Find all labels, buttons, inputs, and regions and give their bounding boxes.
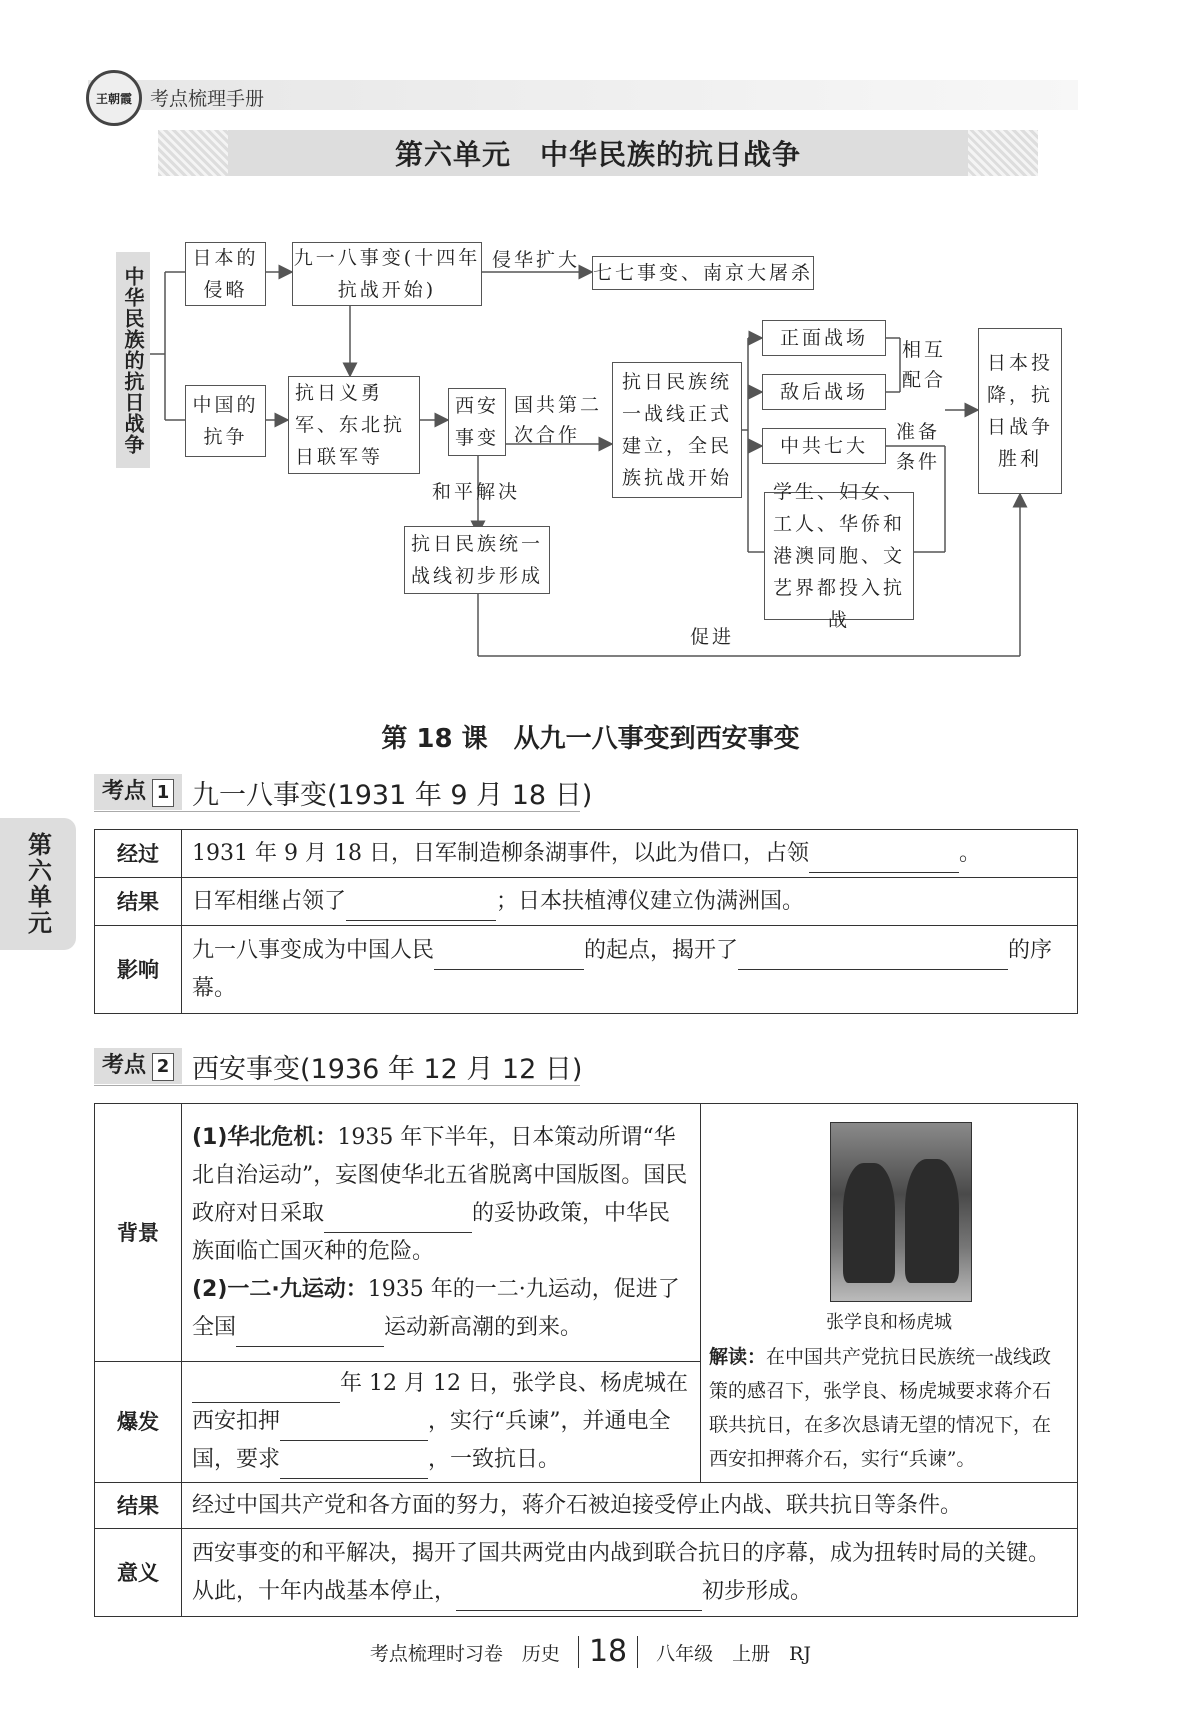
diagram-root: 中华民族的抗日战争 [116, 252, 150, 468]
answer-blank[interactable] [456, 1582, 702, 1611]
row-content: 西安事变的和平解决，揭开了国共两党由内战到联合抗日的序幕，成为扭转时局的关键。从此，十年内战基本停止， 初步形成。 [182, 1529, 1078, 1617]
answer-blank[interactable] [236, 1318, 384, 1347]
node-united-front-formal: 抗日民族统一战线正式建立，全民族抗战开始 [612, 362, 742, 498]
node-incident-918: 九一八事变(十四年抗战开始) [292, 242, 482, 306]
table-row [95, 830, 1078, 878]
page-number: 18 [578, 1636, 638, 1668]
table-row [95, 1483, 1078, 1529]
node-incident-77: 七七事变、南京大屠杀 [592, 256, 814, 290]
answer-blank[interactable] [324, 1204, 472, 1233]
analysis-note: 解读：在中国共产党抗日民族统一战线政策的感召下，张学良、杨虎城要求蒋介石联共抗日，在多次恳请无望的情况下，在西安扣押蒋介石，实行“兵谏”。 [709, 1346, 1052, 1470]
node-united-front-initial: 抗日民族统一战线初步形成 [404, 526, 550, 594]
kaodian-2-underline [94, 1085, 580, 1086]
row-content: 1931 年 9 月 18 日，日军制造柳条湖事件，以此为借口，占领 。 [182, 830, 1078, 878]
row-head: 爆发 [95, 1362, 182, 1483]
row-content: 年 12 月 12 日，张学良、杨虎城在西安扣押 ，实行“兵谏”，并通电全国，要求 ，一致抗日。 [182, 1362, 701, 1483]
answer-blank[interactable] [809, 844, 959, 873]
kaodian-label: 考点 [102, 779, 147, 804]
footer-right: 八年级 上册 RJ [656, 1642, 812, 1665]
kaodian-2-tag [94, 1048, 182, 1084]
node-masses: 学生、妇女、工人、华侨和港澳同胞、文艺界都投入抗战 [764, 492, 914, 620]
table-row [95, 926, 1078, 1014]
node-rear: 敌后战场 [762, 374, 886, 410]
answer-blank[interactable] [192, 1374, 340, 1403]
table-row [95, 878, 1078, 926]
unit-title: 第六单元 中华民族的抗日战争 [394, 138, 801, 171]
kaodian-number: 1 [152, 779, 174, 807]
table-row [95, 1529, 1078, 1617]
person-right [905, 1159, 959, 1283]
row-head: 背景 [95, 1104, 182, 1362]
kaodian-1-underline [94, 811, 580, 812]
answer-blank[interactable] [738, 941, 1008, 970]
row-content: 九一八事变成为中国人民 的起点，揭开了 的序幕。 [182, 926, 1078, 1014]
row-head: 影响 [95, 926, 182, 1014]
photo-caption: 张学良和杨虎城 [826, 1312, 952, 1333]
kaodian-number: 2 [152, 1053, 174, 1081]
label-expand: 侵华扩大 [492, 249, 581, 271]
row-head: 经过 [95, 830, 182, 878]
footer-left: 考点梳理时习卷 历史 [369, 1642, 560, 1665]
historical-photo [830, 1122, 972, 1302]
label-second-coop: 国共第二次合作 [514, 394, 603, 446]
node-volunteer: 抗日义勇军、东北抗日联军等 [288, 376, 420, 474]
row-content: (1)华北危机：1935 年下半年，日本策动所谓“华北自治运动”，妄图使华北五省脱离中国版图。国民政府对日采取 的妥协政策，中华民族面临亡国灭种的危险。 (2)一二·九运动：1935 年的一二·九运动，促进了全国 运动新高潮的到来。 [182, 1104, 701, 1362]
header-title: 考点梳理手册 [150, 88, 265, 110]
node-invasion: 日本的侵略 [185, 242, 266, 306]
label-peaceful: 和平解决 [432, 481, 521, 503]
node-cpc7: 中共七大 [762, 428, 886, 464]
label-promote: 促进 [690, 626, 735, 648]
label-prepare: 准备条件 [896, 421, 941, 473]
answer-blank[interactable] [434, 941, 584, 970]
answer-blank[interactable] [280, 1412, 428, 1441]
answer-blank[interactable] [346, 892, 496, 921]
node-xian: 西安事变 [448, 388, 506, 456]
node-victory: 日本投降，抗日战争胜利 [978, 328, 1062, 494]
person-left [843, 1163, 895, 1283]
page-footer [0, 1636, 1181, 1668]
row-head: 意义 [95, 1529, 182, 1617]
row-head: 结果 [95, 878, 182, 926]
kaodian-2-title: 西安事变(1936 年 12 月 12 日) [192, 1054, 583, 1085]
kaodian-1-title: 九一八事变(1931 年 9 月 18 日) [192, 780, 593, 811]
row-content: 日军相继占领了 ；日本扶植溥仪建立伪满洲国。 [182, 878, 1078, 926]
row-head: 结果 [95, 1483, 182, 1529]
kd1-table [94, 829, 1078, 1014]
label-cooperate: 相互配合 [902, 339, 947, 391]
unit-side-tab: 第六单元 [0, 818, 76, 950]
row-content: 经过中国共产党和各方面的努力，蒋介石被迫接受停止内战、联共抗日等条件。 [182, 1483, 1078, 1529]
kaodian-1-tag [94, 774, 182, 810]
publisher-logo: 王朝霞 [86, 70, 142, 126]
lesson-title: 第 18 课 从九一八事变到西安事变 [381, 724, 800, 754]
answer-blank[interactable] [280, 1450, 428, 1479]
kaodian-label: 考点 [102, 1053, 147, 1078]
node-resistance: 中国的抗争 [185, 385, 266, 457]
node-front: 正面战场 [762, 320, 886, 356]
